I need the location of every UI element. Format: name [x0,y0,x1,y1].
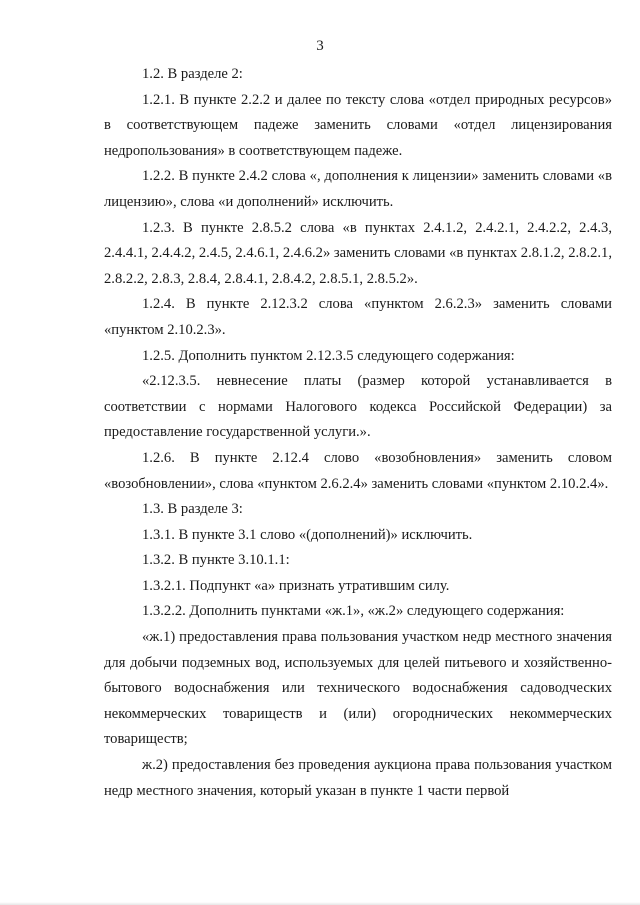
paragraph-1-3-2: 1.3.2. В пункте 3.10.1.1: [142,552,290,569]
paragraph-1-2-3: 1.2.3. В пункте 2.8.5.2 слова «в пунктах 2.4.1.2, 2.4.2.1, 2.4.2.2, 2.4.3, 2.4.4.1, 2.4.4.2, 2.4.5, 2.4.6.1, 2.4.6.2» заменить словами «в пунктах 2.8.1.2, 2.8.2.1, 2.8.2.2, 2.8.3, 2.8.4, 2.8.4.1, 2.8.4.2, 2.8.5.1, 2.8.5.2». [104,219,612,287]
paragraph-1-2-4: 1.2.4. В пункте 2.12.3.2 слова «пунктом 2.6.2.3» заменить словами «пунктом 2.10.2.3». [104,296,612,338]
paragraph-2-12-3-5: «2.12.3.5. невнесение платы (размер которой устанавливается в соответствии с нормами Налогового кодекса Российской Федерации) за предоставление государственной услуги.». [104,373,612,441]
paragraph-1-2-5: 1.2.5. Дополнить пунктом 2.12.3.5 следующего содержания: [142,347,515,364]
paragraph-zh-1: «ж.1) предоставления права пользования участком недр местного значения для добычи подземных вод, используемых для целей питьевого и хозяйственно-бытового водоснабжения или технического водоснабжения садоводческих некоммерческих товариществ и (или) огороднических некоммерческих товариществ; [104,629,612,748]
page-number: 3 [316,38,324,54]
section-heading-2: 1.2. В разделе 2: [142,66,243,82]
section-heading-3: 1.3. В разделе 3: [142,501,243,518]
paragraph-1-2-1: 1.2.1. В пункте 2.2.2 и далее по тексту слова «отдел природных ресурсов» в соответствующем падеже заменить словами «отдел лицензирования недропользования» в соответствующем падеже. [104,91,612,159]
paragraph-1-3-2-2: 1.3.2.2. Дополнить пунктами «ж.1», «ж.2» следующего содержания: [142,603,565,620]
paragraph-1-2-6: 1.2.6. В пункте 2.12.4 слово «возобновления» заменить словом «возобновлении», слова «пунктом 2.6.2.4» заменить словами «пунктом 2.10.2.4». [104,449,612,492]
paragraph-1-2-2: 1.2.2. В пункте 2.4.2 слова «, дополнения к лицензии» заменить словами «в лицензию», слова «и дополнений» исключить. [104,168,612,210]
paragraph-1-3-1: 1.3.1. В пункте 3.1 слово «(дополнений)» исключить. [142,526,473,543]
paragraph-1-3-2-1: 1.3.2.1. Подпункт «а» признать утратившим силу. [142,577,450,594]
paragraph-zh-2: ж.2) предоставления без проведения аукциона права пользования участком недр местного значения, который указан в пункте 1 части первой [104,757,612,799]
document-body [104,62,612,804]
